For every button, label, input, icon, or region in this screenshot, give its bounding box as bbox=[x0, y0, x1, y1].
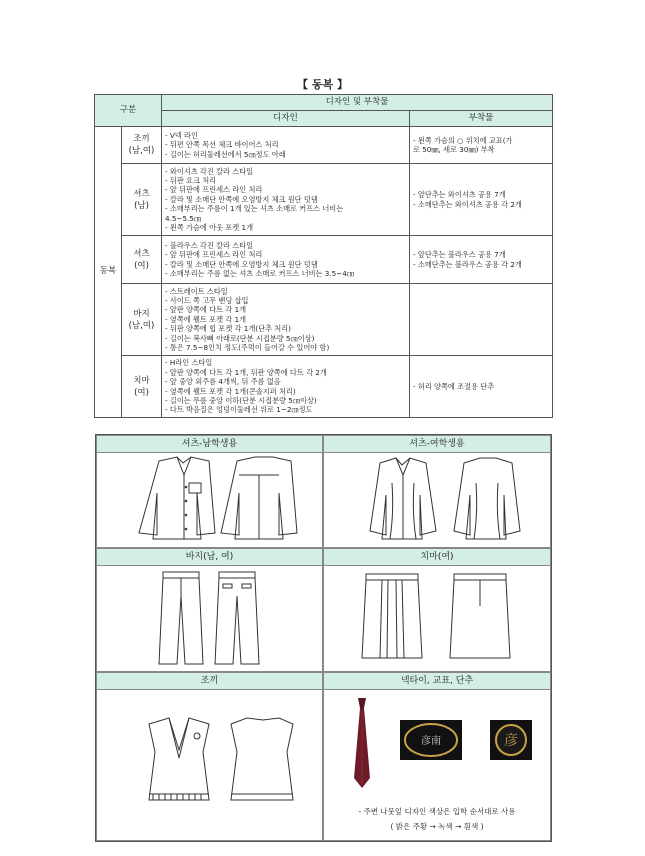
page-title: 【 동복 】 bbox=[297, 78, 348, 91]
design-skirt: - H라인 스타일 - 앞판 양쪽에 다트 각 1개, 뒤판 양쪽에 다트 각 2개 - 앞 중앙 외주름 4개씩, 뒤 주름 없음 - 옆쪽에 웰트 포켓 각 1개(콘솔지퍼 처리) - 길이는 무릎 중앙 이하(단분 시접분량 5㎝이상) - 다트 박음질은 엉덩이둘레선 위로 1~2㎝정도 bbox=[162, 356, 410, 418]
shirt-female-panel bbox=[323, 435, 551, 548]
leaf-color-order: ( 밝은 주황 → 녹색 → 흰색 ) bbox=[390, 822, 484, 831]
header-design-group: 디자인 및 부착물 bbox=[162, 95, 553, 111]
leaf-color-note: - 주변 나뭇잎 디자인 색상은 입학 순서대로 사용 bbox=[358, 807, 516, 816]
accessories-caption: 넥타이, 교표, 단추 bbox=[323, 672, 551, 690]
category-cell: 동복 bbox=[95, 127, 122, 418]
vest-drawing bbox=[96, 690, 323, 841]
design-shirt-female: - 블라우스 각진 칼라 스타일 - 앞 뒤판에 프린세스 라인 처리 - 칼라 및 소매단 안쪽에 오염방지 체크 원단 덧댐 - 소매부리는 주름 없는 셔츠 소매로 커프스 너비는 3.5~4㎝ bbox=[162, 236, 410, 284]
uniform-gallery bbox=[95, 434, 552, 842]
design-pants: - 스트레이트 스타일 - 사이드 쪽 고무 밴딩 삽입 - 앞판 양쪽에 다트 각 1개 - 옆쪽에 웰트 포켓 각 1개 - 뒤판 양쪽에 힙 포켓 각 1개(단추 처리) - 길이는 복사뼈 아래로(단분 시접분량 5㎝이상) - 통은 7.5~8인치 정도(주먹이 들어갈 수 있어야 함) bbox=[162, 284, 410, 356]
accessory-pants bbox=[410, 284, 553, 356]
skirt-caption: 치마(여) bbox=[323, 548, 551, 566]
shirt-female-caption: 셔츠-여학생용 bbox=[323, 435, 551, 453]
item-shirt-male: 셔츠 (남) bbox=[122, 164, 162, 236]
skirt-panel bbox=[323, 548, 551, 672]
svg-text:彦南: 彦南 bbox=[421, 736, 441, 747]
shirt-male-panel bbox=[96, 435, 323, 548]
shirt-female-drawing bbox=[323, 453, 551, 548]
accessory-shirt-male: - 앞단추는 와이셔츠 공용 7개 - 소매단추는 와이셔츠 공용 각 2개 bbox=[410, 164, 553, 236]
uniform-spec-table bbox=[94, 94, 553, 418]
header-accessory: 부착물 bbox=[410, 111, 553, 127]
item-pants: 바지 (남,여) bbox=[122, 284, 162, 356]
school-badge-icon bbox=[400, 720, 462, 760]
skirt-drawing bbox=[323, 566, 551, 672]
accessory-vest: - 왼쪽 가슴의 ○ 위치에 교표(가 로 50㎜, 세로 30㎜) 부착 bbox=[410, 127, 553, 164]
design-shirt-male: - 와이셔츠 각진 칼라 스타일 - 뒤판 요크 처리 - 앞 뒤판에 프린세스 라인 처리 - 칼라 및 소매단 안쪽에 오염방지 체크 원단 덧댐 - 소매부리는 주름이 1개 있는 셔츠 소매로 커프스 너비는 4.5~5.5㎝ - 왼쪽 가슴에 아웃 포켓 1개 bbox=[162, 164, 410, 236]
shirt-male-drawing bbox=[96, 453, 323, 548]
pants-caption: 바지(남, 여) bbox=[96, 548, 323, 566]
pants-drawing bbox=[96, 566, 323, 672]
header-group: 구분 bbox=[95, 95, 162, 127]
item-skirt: 치마 (여) bbox=[122, 356, 162, 418]
accessories-panel bbox=[323, 672, 551, 841]
necktie-badge-button-image bbox=[324, 690, 550, 802]
accessory-shirt-female: - 앞단추는 블라우스 공용 7개 - 소매단추는 블라우스 공용 각 2개 bbox=[410, 236, 553, 284]
design-vest: - V넥 라인 - 뒤편 안쪽 목선 체크 바이어스 처리 - 길이는 허리둘레선에서 5㎝정도 아래 bbox=[162, 127, 410, 164]
pants-panel bbox=[96, 548, 323, 672]
shirt-male-caption: 셔츠-남학생용 bbox=[96, 435, 323, 453]
item-shirt-female: 셔츠 (여) bbox=[122, 236, 162, 284]
vest-panel bbox=[96, 672, 323, 841]
svg-text:彦: 彦 bbox=[504, 733, 518, 749]
accessories-drawing bbox=[323, 690, 551, 841]
necktie-icon bbox=[354, 698, 370, 788]
button-icon bbox=[490, 720, 532, 760]
header-design: 디자인 bbox=[162, 111, 410, 127]
vest-caption: 조끼 bbox=[96, 672, 323, 690]
accessory-skirt: - 허리 양쪽에 조절용 단추 bbox=[410, 356, 553, 418]
item-vest: 조끼 (남,여) bbox=[122, 127, 162, 164]
